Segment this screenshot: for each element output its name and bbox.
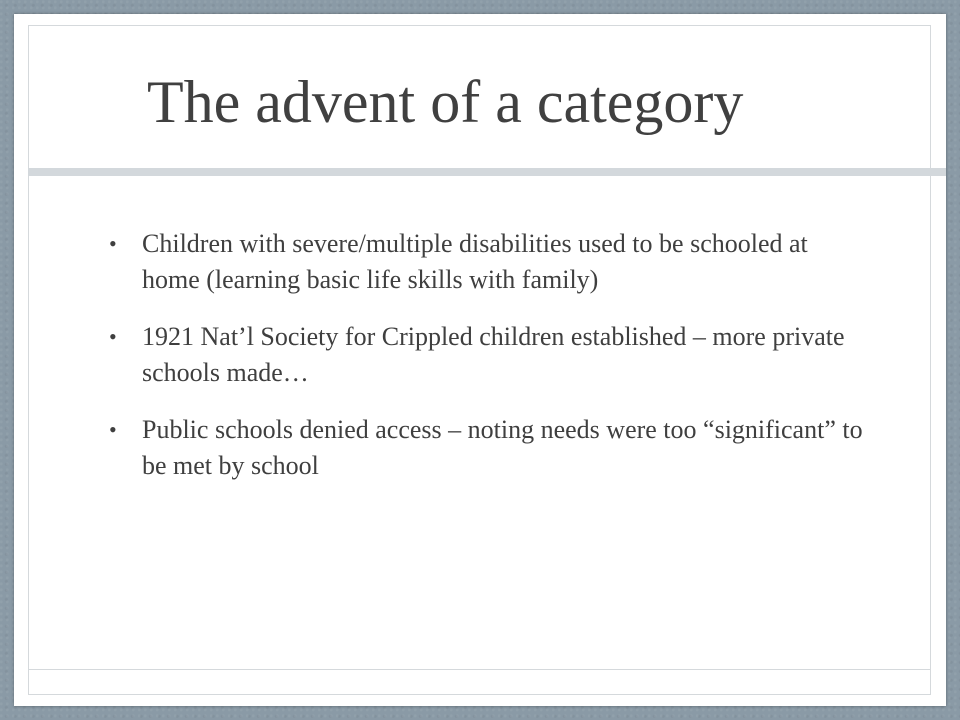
bullet-item (106, 319, 866, 391)
bullet-icon: • (109, 231, 117, 256)
bullet-item (106, 412, 866, 484)
bullet-item (106, 226, 866, 298)
bullet-icon: • (109, 417, 117, 442)
bullet-list (106, 226, 866, 505)
bullet-icon: • (109, 324, 117, 349)
slide-title: The advent of a category (147, 69, 744, 135)
bullet-text: Public schools denied access – noting needs were too “significant” to be met by school (142, 415, 863, 480)
title-divider (28, 168, 946, 176)
bullet-text: 1921 Nat’l Society for Crippled children established – more private schools made… (142, 322, 845, 387)
footer-divider (28, 669, 931, 670)
title-area (14, 14, 946, 168)
bullet-text: Children with severe/multiple disabilities used to be schooled at home (learning basic life skills with family) (142, 229, 808, 294)
slide (14, 14, 946, 706)
